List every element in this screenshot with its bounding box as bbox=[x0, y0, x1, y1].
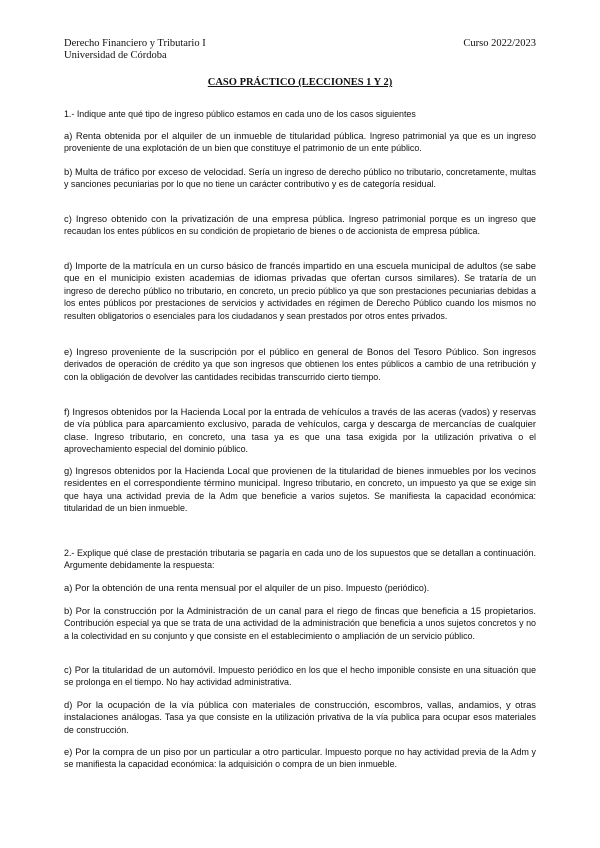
case-answer: Impuesto (periódico). bbox=[343, 583, 430, 593]
case-answer: Contribución especial ya que se trata de una actividad de la administración que beneficia a unos sujetos concretos y no a la colectividad en su conjunto y que consiste en el establecimiento o ampliación de un servicio público. bbox=[64, 618, 536, 641]
page-title: CASO PRÁCTICO (LECCIONES 1 Y 2) bbox=[207, 77, 393, 88]
case-answer: Ingreso patrimonial ya que es un ingreso proveniente de una explotación de un bien que constituye el patrimonio de un ente público. bbox=[64, 131, 536, 154]
case-statement: c) Por la titularidad de un automóvil. bbox=[64, 664, 216, 675]
header-left bbox=[64, 38, 206, 62]
case-answer: Se trataría de un ingreso de derecho público no tributario, en concreto, un precio público ya que son prestaciones pecuniarias debidas a los entes públicos por prestaciones de servicios y actividades en régimen de Derecho Público cuando los mismos no resulten obligatorios o esenciales para los ciudadanos y sean prestados por otros entes privados. bbox=[64, 273, 537, 321]
case-1e bbox=[64, 346, 536, 383]
case-answer: Sería un ingreso de derecho público no tributario, concretamente, multas y sanciones pecuniarias por lo que no tiene un carácter contributivo y es de categoría residual. bbox=[64, 167, 536, 190]
case-answer: Ingreso tributario, en concreto, una tasa ya es que una tasa exigida por la utilización privativa o el aprovechamiento especial del dominio público. bbox=[64, 431, 536, 455]
case-answer: Impuesto periódico en los que el hecho imponible consiste en una situación que se prolonga en el tiempo. No hay actividad administrativa. bbox=[64, 665, 536, 688]
case-statement: f) Ingresos obtenidos por la Hacienda Local por la entrada de vehículos a través de las aceras (vados) y reservas de vía pública para aparcamiento exclusivo, parada de vehículos, carga y descarga de mercancías de cualquier clase. bbox=[64, 406, 536, 442]
case-1c bbox=[64, 213, 536, 238]
case-statement: d) Importe de la matrícula en un curso básico de francés impartido en una escuela municipal de adultos (se sabe que en el municipio existen academias de idiomas privadas que ofertan cursos similares). bbox=[64, 260, 536, 284]
case-statement: a) Por la obtención de una renta mensual por el alquiler de un piso. bbox=[64, 582, 344, 593]
case-answer: Son ingresos derivados de operación de crédito ya que son ingresos que obtienen los entes públicos a cambio de una retribución y con la obligación de devolver las cantidades recibidas transcurrido cierto tiempo. bbox=[64, 347, 536, 382]
case-statement: a) Renta obtenida por el alquiler de un inmueble de titularidad pública. bbox=[64, 130, 367, 141]
question-2: 2.- Explique qué clase de prestación tributaria se pagaría en cada uno de los supuestos que se detallan a continuación. Argumente debidamente la respuesta: bbox=[64, 548, 536, 571]
case-1f bbox=[64, 406, 536, 456]
case-2a bbox=[64, 582, 536, 594]
case-statement: e) Ingreso proveniente de la suscripción por el público en general de Bonos del Tesoro Público. bbox=[64, 346, 480, 357]
case-statement: b) Por la construcción por la Administración de un canal para el riego de fincas que beneficia a 15 propietarios. bbox=[64, 605, 536, 616]
case-2d bbox=[64, 699, 536, 736]
academic-year: Curso 2022/2023 bbox=[463, 38, 536, 49]
case-answer: Ingreso patrimonial porque es un ingreso que recaudan los entes públicos en su condición de propietario de bienes o de accionista de empresa pública. bbox=[64, 214, 536, 237]
case-statement: e) Por la compra de un piso por un particular a otro particular. bbox=[64, 746, 323, 757]
case-statement: g) Ingresos obtenidos por la Hacienda Local que provienen de la titularidad de bienes inmuebles por los vecinos residentes en el correspondiente término municipal. bbox=[64, 465, 536, 489]
course-name: Derecho Financiero y Tributario I bbox=[64, 38, 206, 49]
university-name: Universidad de Córdoba bbox=[64, 50, 167, 61]
case-answer: Tasa ya que consiste en la utilización privativa de la vía publica para ocupar esos materiales de construcción. bbox=[64, 712, 536, 735]
case-1g bbox=[64, 465, 536, 515]
case-2c bbox=[64, 664, 536, 689]
case-1b bbox=[64, 166, 536, 191]
case-1a bbox=[64, 130, 536, 155]
case-1d bbox=[64, 260, 536, 322]
case-answer: Ingreso tributario, en concreto, un impuesto ya que se exige sin que haya una actividad previa de la Adm que beneficie a varios sujetos. Se manifiesta la capacidad económica: titularidad de un bien inmueble. bbox=[64, 478, 536, 514]
case-statement: c) Ingreso obtenido con la privatización de una empresa pública. bbox=[64, 213, 345, 224]
case-2b bbox=[64, 605, 536, 642]
case-answer: Impuesto porque no hay actividad previa de la Adm y se manifiesta la capacidad económica: la adquisición o compra de un bien inmueble. bbox=[64, 747, 536, 770]
case-statement: d) Por la ocupación de la vía pública con materiales de construcción, escombros, vallas, andamios, y otras instalaciones análogas. bbox=[64, 699, 536, 723]
case-statement: b) Multa de tráfico por exceso de velocidad. bbox=[64, 166, 246, 177]
question-1: 1.- Indique ante qué tipo de ingreso público estamos en cada uno de los casos siguientes bbox=[64, 109, 416, 119]
case-2e bbox=[64, 746, 536, 771]
